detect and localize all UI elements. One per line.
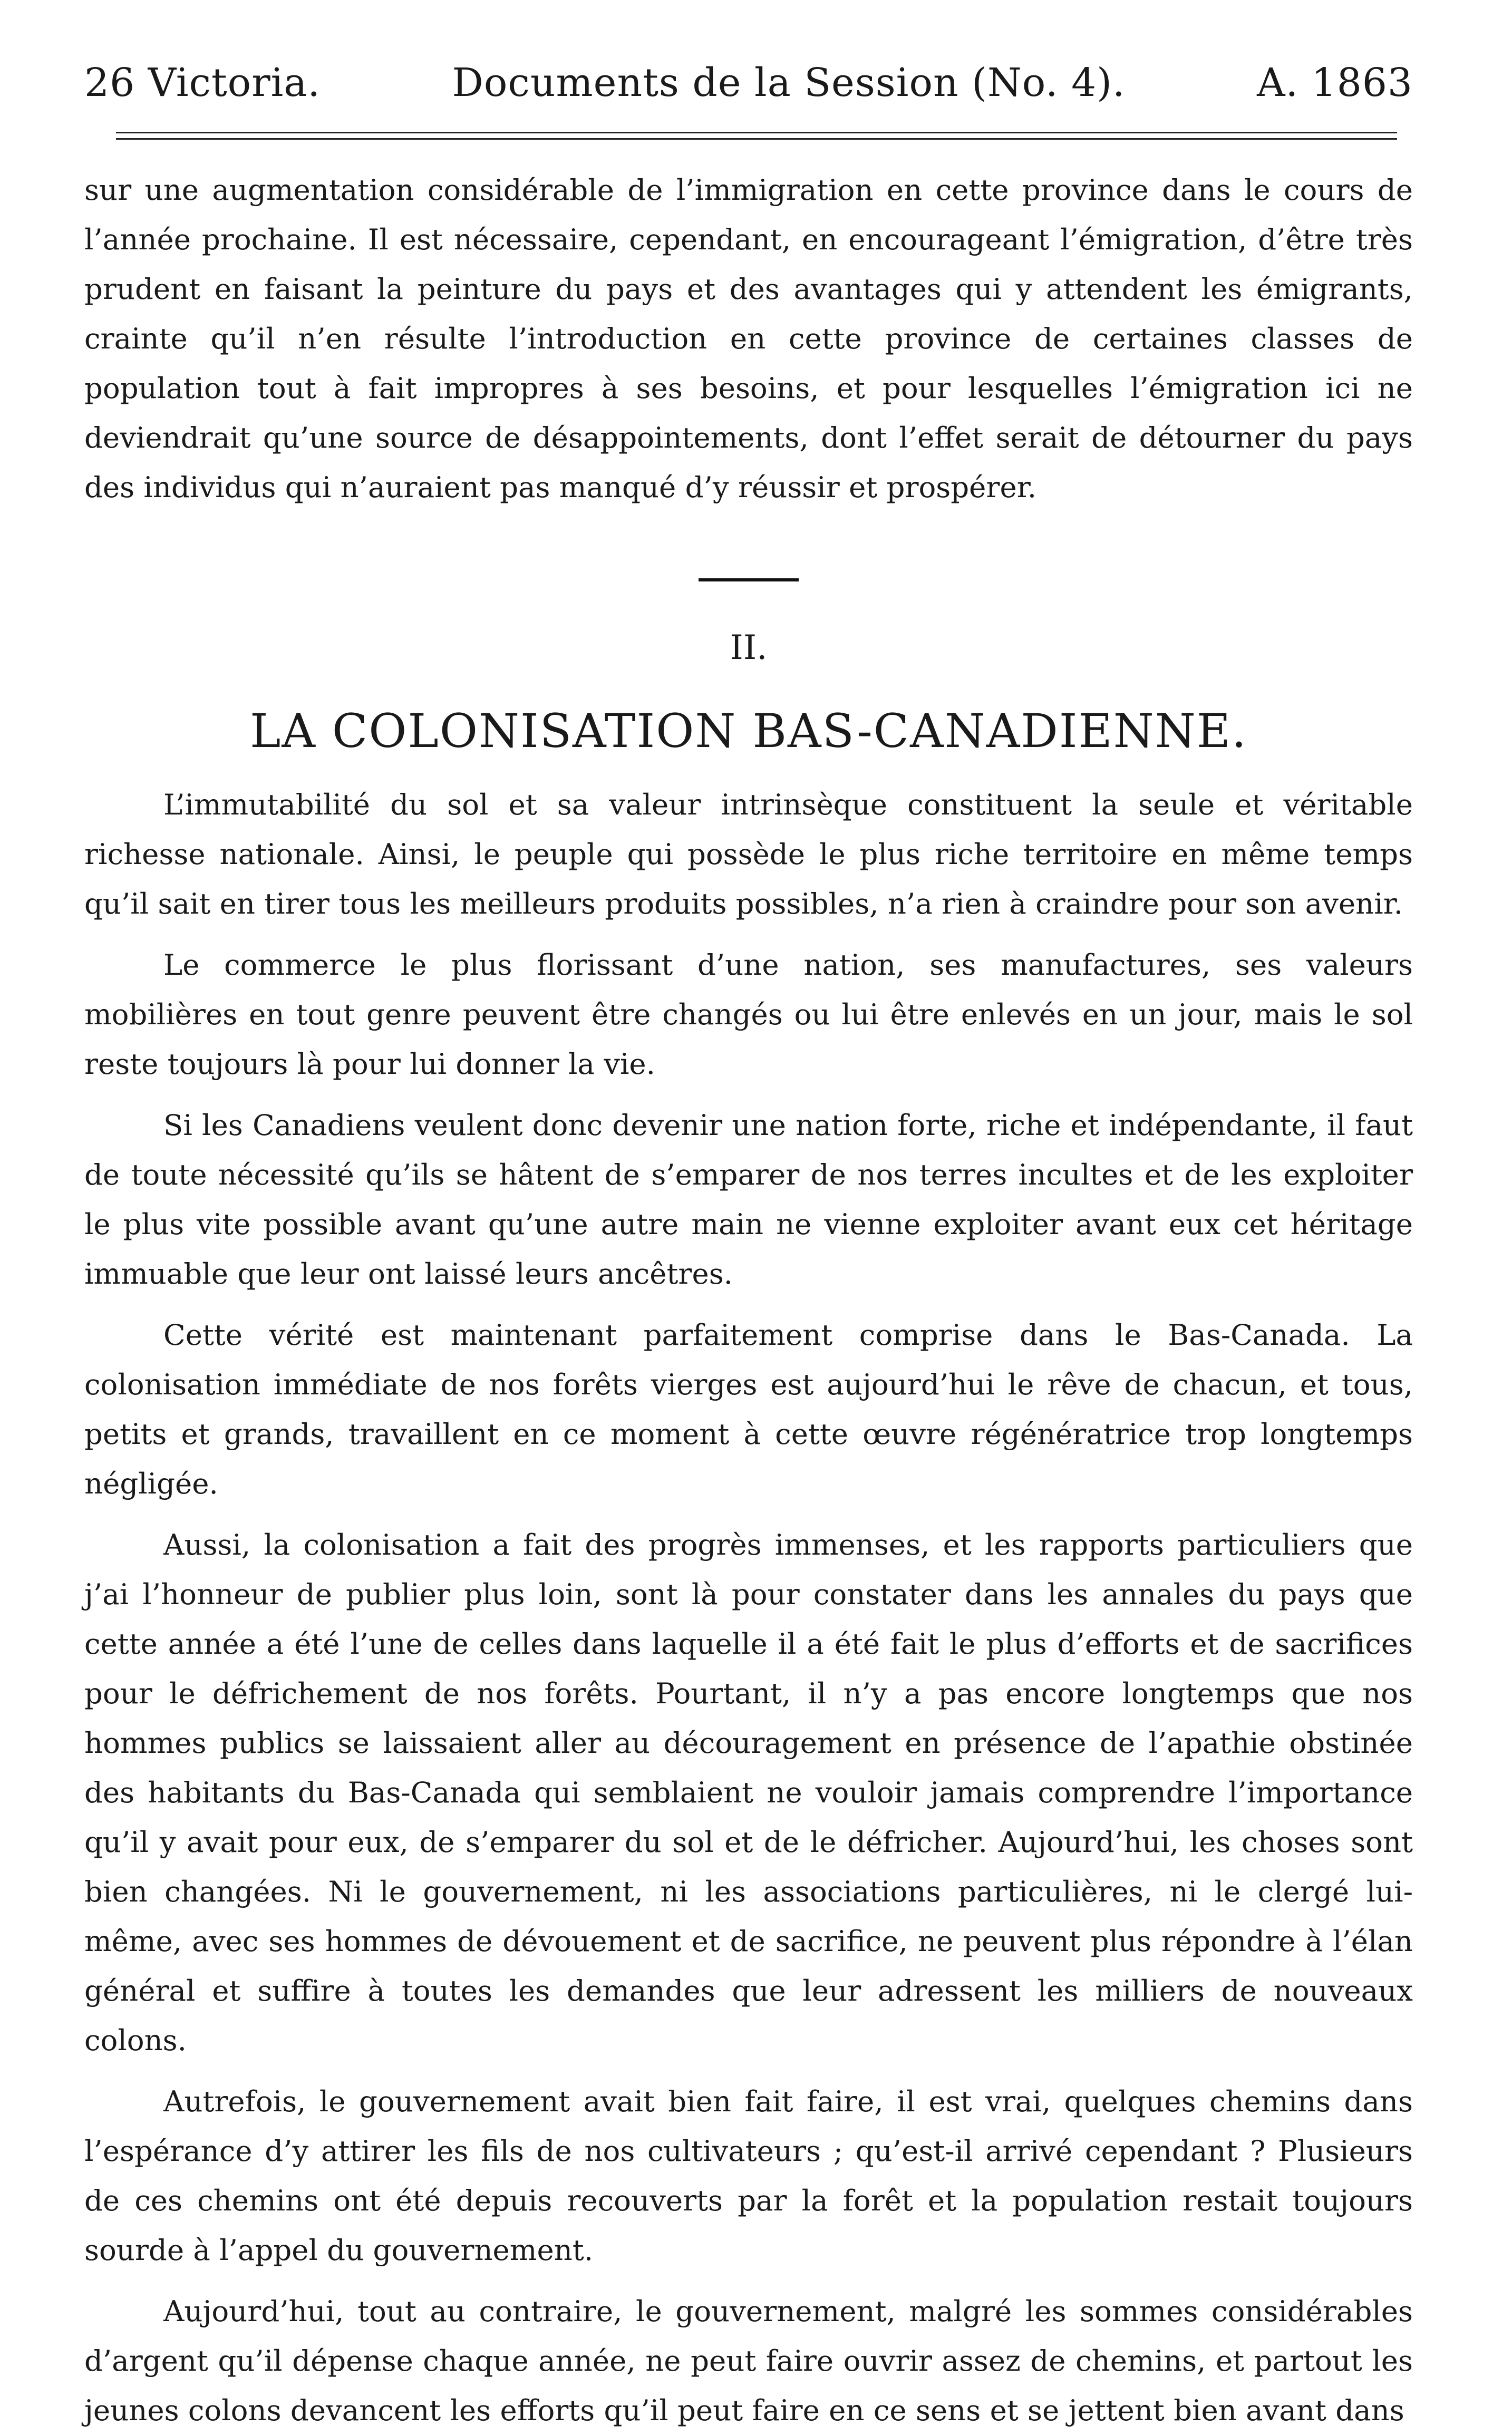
paragraph: L’immutabilité du sol et sa valeur intrinsèque constituent la seule et véritable richesse nationale. Ainsi, le peuple qui possède le plus riche territoire en même temps qu’il sait en tirer tous les meilleurs produits possibles, n’a rien à craindre pour son avenir.: [84, 788, 1413, 920]
header-volume: 26 Victoria.: [84, 60, 321, 105]
page-body: [84, 165, 1413, 2435]
paragraph: Aujourd’hui, tout au contraire, le gouvernement, malgré les sommes considérables d’argent qu’il dépense chaque année, ne peut faire ouvrir assez de chemins, et partout les jeunes colons devancent les efforts qu’il peut faire en ce sens et se jettent bien avant dans: [84, 2294, 1413, 2427]
running-header: [84, 60, 1413, 105]
paragraph: Si les Canadiens veulent donc devenir une nation forte, riche et indépendante, il faut de toute nécessité qu’ils se hâtent de s’emparer de nos terres incultes et de les exploiter le plus vite possible avant qu’une autre main ne vienne exploiter avant eux cet héritage immuable que leur ont laissé leurs ancêtres.: [84, 1108, 1413, 1291]
document-page: [84, 60, 1413, 2427]
paragraph: Cette vérité est maintenant parfaitement comprise dans le Bas-Canada. La colonisation immédiate de nos forêts vierges est aujourd’hui le rêve de chacun, et tous, petits et grands, travaillent en ce moment à cette œuvre régénératrice trop longtemps négligée.: [84, 1318, 1413, 1500]
header-double-rule: [116, 132, 1397, 140]
header-year: A. 1863: [1257, 60, 1413, 105]
section-divider: [699, 578, 799, 581]
paragraph: Aussi, la colonisation a fait des progrès immenses, et les rapports particuliers que j’ai l’honneur de publier plus loin, sont là pour constater dans les annales du pays que cette année a été l’une de celles dans laquelle il a été fait le plus d’efforts et de sacrifices pour le défrichement de nos forêts. Pourtant, il n’y a pas encore longtemps que nos hommes publics se laissaient aller au découragement en présence de l’apathie obstinée des habitants du Bas-Canada qui semblaient ne vouloir jamais comprendre l’importance qu’il y avait pour eux, de s’emparer du sol et de le défricher. Aujourd’hui, les choses sont bien changées. Ni le gouvernement, ni les associations particulières, ni le clergé lui-même, avec ses hommes de dévouement et de sacrifice, ne peuvent plus répondre à l’élan général et suffire à toutes les demandes que leur adressent les milliers de nouveaux colons.: [84, 1528, 1413, 2057]
paragraph: Le commerce le plus florissant d’une nation, ses manufactures, ses valeurs mobilières en tout genre peuvent être changés ou lui être enlevés en un jour, mais le sol reste toujours là pour lui donner la vie.: [84, 948, 1413, 1081]
paragraph: Autrefois, le gouvernement avait bien fait faire, il est vrai, quelques chemins dans l’espérance d’y attirer les fils de nos cultivateurs ; qu’est-il arrivé cependant ? Plusieurs de ces chemins ont été depuis recouverts par la forêt et la population restait toujours sourde à l’appel du gouvernement.: [84, 2084, 1413, 2267]
section-title: LA COLONISATION BAS-CANADIENNE.: [249, 704, 1248, 758]
header-title: Documents de la Session (No. 4).: [452, 60, 1126, 105]
continued-paragraph: sur une augmentation considérable de l’immigration en cette province dans le cours de l’année prochaine. Il est nécessaire, cependant, en encourageant l’émigration, d’être très prudent en faisant la peinture du pays et des avantages qui y attendent les émigrants, crainte qu’il n’en résulte l’introduction en cette province de certaines classes de population tout à fait impropres à ses besoins, et pour lesquelles l’émigration ici ne deviendrait qu’une source de désappointements, dont l’effet serait de détourner du pays des individus qui n’auraient pas manqué d’y réussir et prospérer.: [84, 173, 1413, 504]
section-number: II.: [730, 628, 768, 667]
